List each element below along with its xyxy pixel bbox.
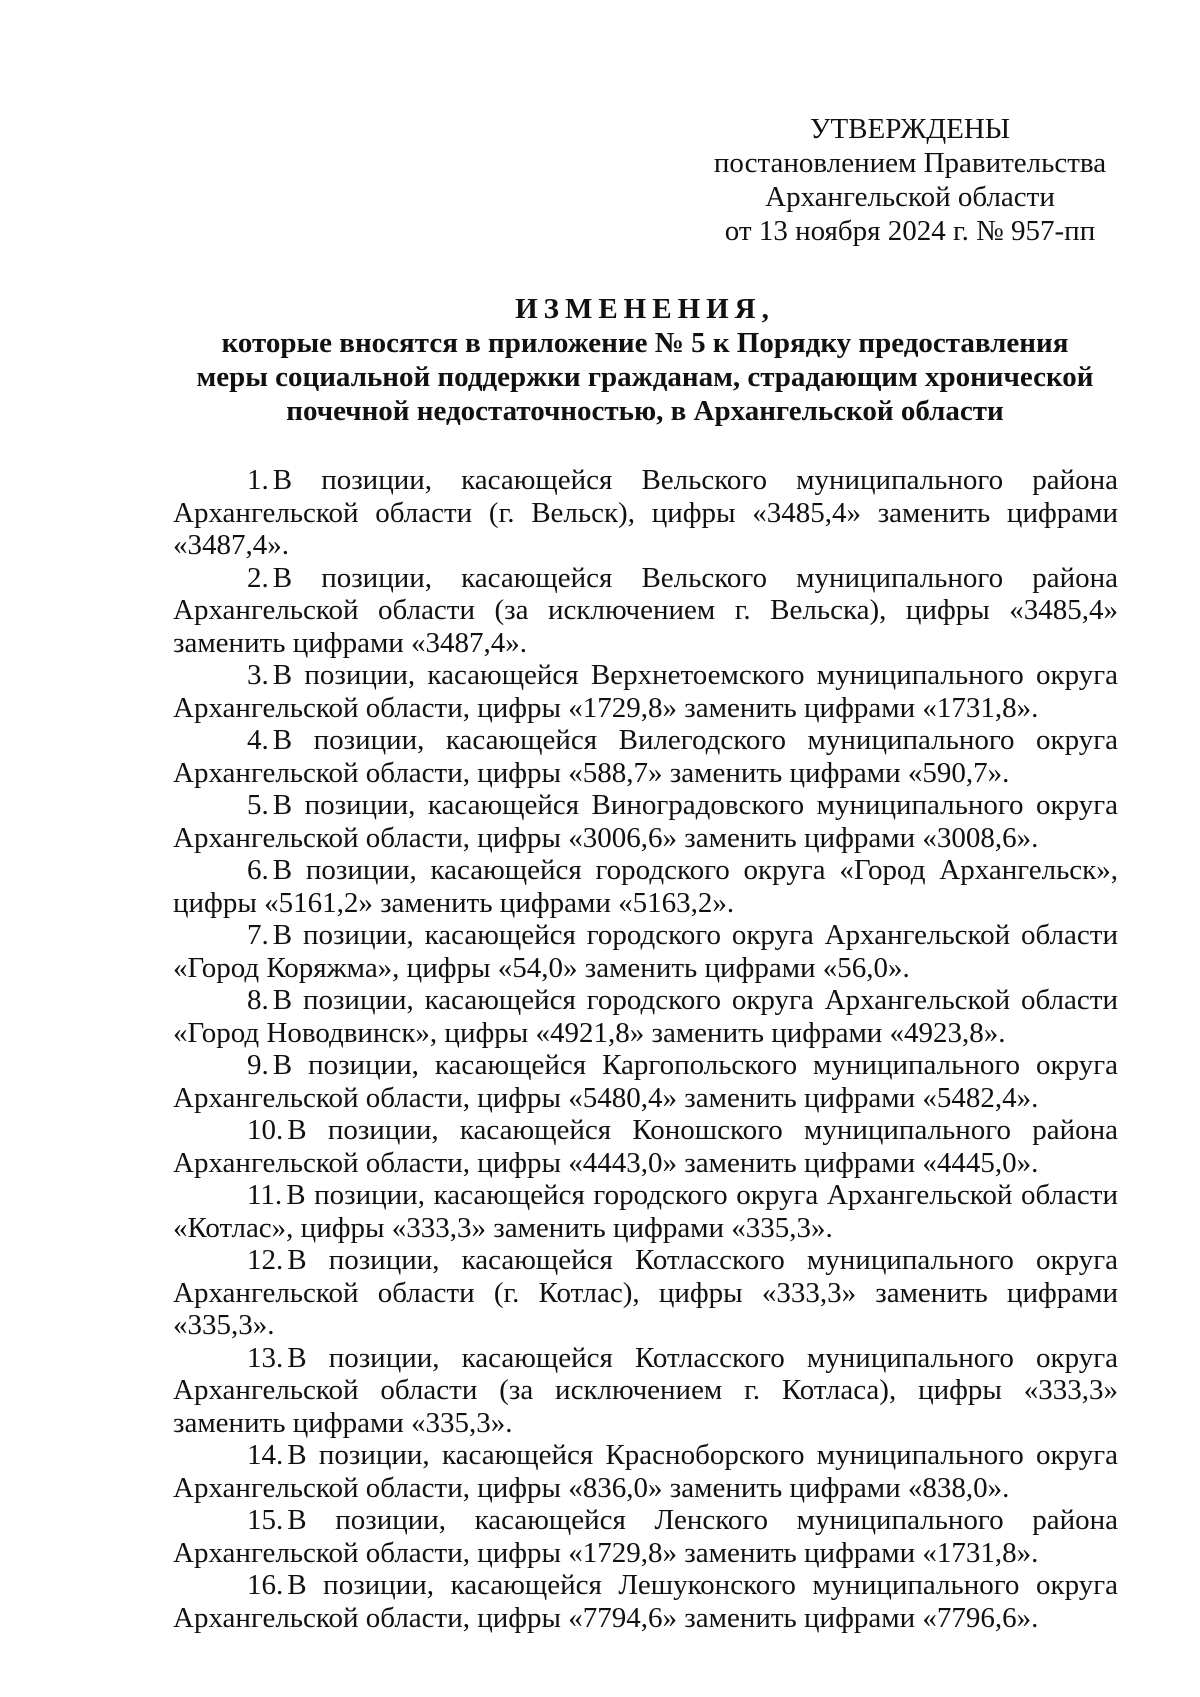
list-item — [173, 984, 1118, 1049]
item-text: В позиции, касающейся Лешуконского муниципального округа Архангельской области, цифры «7794,6» заменить цифрами «7796,6». — [173, 1569, 1118, 1634]
item-number: 7. — [247, 919, 269, 951]
item-number: 15. — [247, 1504, 284, 1536]
list-item — [173, 659, 1118, 724]
list-item — [173, 1504, 1118, 1569]
title-line-3: почечной недостаточностью, в Архангельской области — [286, 395, 1004, 427]
list-item — [173, 724, 1118, 789]
item-number: 14. — [247, 1439, 284, 1471]
item-number: 12. — [247, 1244, 284, 1276]
list-item — [173, 854, 1118, 919]
approval-stamp — [700, 112, 1120, 248]
item-text: В позиции, касающейся городского округа Архангельской области «Город Коряжма», цифры «54,0» заменить цифрами «56,0». — [173, 919, 1118, 984]
item-text: В позиции, касающейся городского округа Архангельской области «Котлас», цифры «333,3» заменить цифрами «335,3». — [173, 1179, 1118, 1244]
list-item — [173, 1049, 1118, 1114]
document-title — [170, 292, 1120, 428]
item-text: В позиции, касающейся Ленского муниципального района Архангельской области, цифры «1729,8» заменить цифрами «1731,8». — [173, 1504, 1118, 1569]
item-number: 8. — [247, 984, 269, 1016]
item-number: 9. — [247, 1049, 269, 1081]
title-line-1: которые вносятся в приложение № 5 к Порядку предоставления — [221, 327, 1069, 359]
item-text: В позиции, касающейся Красноборского муниципального округа Архангельской области, цифры «836,0» заменить цифрами «838,0». — [173, 1439, 1118, 1504]
title-line-2: меры социальной поддержки гражданам, страдающим хронической — [196, 361, 1094, 393]
approval-line-region: Архангельской области — [765, 181, 1055, 213]
item-text: В позиции, касающейся Котласского муниципального округа Архангельской области (г. Котлас), цифры «333,3» заменить цифрами «335,3». — [173, 1244, 1118, 1341]
item-text: В позиции, касающейся Коношского муниципального района Архангельской области, цифры «4443,0» заменить цифрами «4445,0». — [173, 1114, 1118, 1179]
item-text: В позиции, касающейся Вельского муниципального района Архангельской области (за исключением г. Вельска), цифры «3485,4» заменить цифрами «3487,4». — [173, 561, 1118, 659]
item-number: 4. — [247, 724, 269, 756]
list-item — [173, 1114, 1118, 1179]
list-item — [173, 1342, 1118, 1440]
list-item — [173, 464, 1118, 562]
item-text: В позиции, касающейся Каргопольского муниципального округа Архангельской области, цифры «5480,4» заменить цифрами «5482,4». — [173, 1049, 1118, 1114]
approval-line-decree: постановлением Правительства — [713, 147, 1107, 179]
item-number: 6. — [247, 854, 269, 886]
list-item — [173, 1179, 1118, 1244]
list-item — [173, 1439, 1118, 1504]
changes-list — [173, 464, 1118, 1634]
list-item — [173, 1244, 1118, 1342]
item-number: 1. — [247, 464, 269, 496]
item-text: В позиции, касающейся Виноградовского муниципального округа Архангельской области, цифры «3006,6» заменить цифрами «3008,6». — [173, 789, 1118, 854]
item-text: В позиции, касающейся Верхнетоемского муниципального округа Архангельской области, цифры «1729,8» заменить цифрами «1731,8». — [173, 659, 1118, 724]
item-number: 16. — [247, 1569, 284, 1601]
item-text: В позиции, касающейся Вилегодского муниципального округа Архангельской области, цифры «588,7» заменить цифрами «590,7». — [173, 724, 1118, 789]
list-item — [173, 919, 1118, 984]
list-item — [173, 789, 1118, 854]
item-number: 11. — [247, 1179, 283, 1211]
item-number: 10. — [247, 1114, 284, 1146]
item-text: В позиции, касающейся Котласского муниципального округа Архангельской области (за исключением г. Котласа), цифры «333,3» заменить цифрами «335,3». — [173, 1341, 1118, 1439]
item-number: 3. — [247, 659, 269, 691]
approval-line-date: от 13 ноября 2024 г. № 957-пп — [724, 215, 1096, 247]
item-number: 2. — [247, 561, 269, 594]
item-number: 5. — [247, 789, 269, 821]
approval-title: УТВЕРЖДЕНЫ — [809, 113, 1011, 145]
title-heading: ИЗМЕНЕНИЯ, — [515, 293, 775, 325]
item-number: 13. — [247, 1341, 284, 1374]
item-text: В позиции, касающейся Вельского муниципального района Архангельской области (г. Вельск), цифры «3485,4» заменить цифрами «3487,4». — [173, 464, 1118, 561]
item-text: В позиции, касающейся городского округа «Город Архангельск», цифры «5161,2» заменить цифрами «5163,2». — [173, 854, 1118, 919]
item-text: В позиции, касающейся городского округа Архангельской области «Город Новодвинск», цифры «4921,8» заменить цифрами «4923,8». — [173, 984, 1118, 1049]
list-item — [173, 562, 1118, 660]
list-item — [173, 1569, 1118, 1634]
